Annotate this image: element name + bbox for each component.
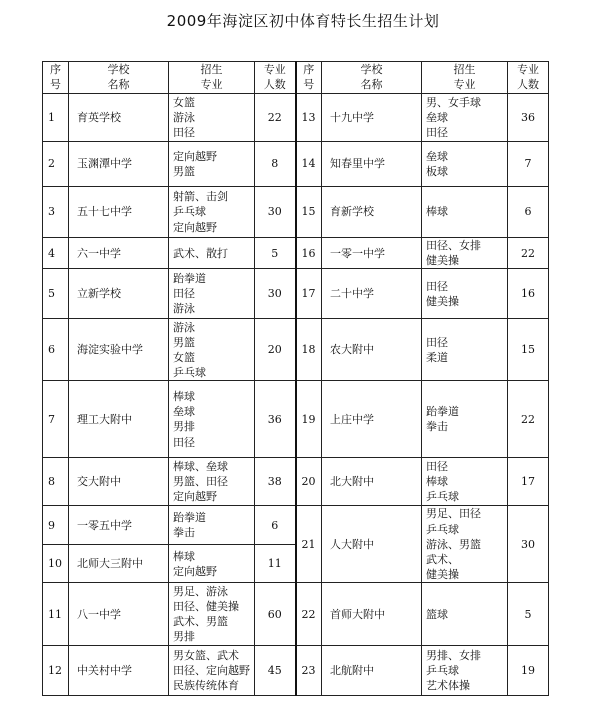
specialty-line: 健美操 xyxy=(426,254,459,268)
specialty-line: 垒球 xyxy=(426,110,448,124)
table-row xyxy=(43,583,549,646)
header-seq: 序 号 xyxy=(296,62,322,94)
specialty-line: 健美操 xyxy=(426,568,459,582)
page-title: 2009年海淀区初中体育特长生招生计划 xyxy=(166,12,440,30)
specialty-line: 女篮 xyxy=(173,350,195,364)
seq-cell: 21 xyxy=(296,506,322,583)
school-cell: 一零五中学 xyxy=(69,506,169,545)
specialty-cell xyxy=(422,646,508,696)
count-cell: 30 xyxy=(255,269,296,319)
school-cell: 五十七中学 xyxy=(69,187,169,238)
seq-cell: 14 xyxy=(296,142,322,187)
seq-cell: 7 xyxy=(43,381,69,458)
seq-cell: 6 xyxy=(43,319,69,381)
specialty-cell xyxy=(169,94,255,142)
count-cell: 19 xyxy=(508,646,549,696)
count-cell: 60 xyxy=(255,583,296,646)
school-cell: 六一中学 xyxy=(69,238,169,269)
specialty-cell xyxy=(422,506,508,583)
seq-cell: 8 xyxy=(43,458,69,506)
header-spec: 招生 专业 xyxy=(169,62,255,94)
specialty-line: 棒球 xyxy=(173,390,195,403)
seq-cell: 16 xyxy=(296,238,322,269)
specialty-line: 乒乓球 xyxy=(426,664,459,678)
table-row xyxy=(43,319,549,381)
specialty-cell xyxy=(422,269,508,319)
specialty-cell xyxy=(169,142,255,187)
school-cell: 十九中学 xyxy=(322,94,422,142)
school-cell: 海淀实验中学 xyxy=(69,319,169,381)
seq-cell: 19 xyxy=(296,381,322,458)
school-cell: 玉渊潭中学 xyxy=(69,142,169,187)
school-cell: 首师大附中 xyxy=(322,583,422,646)
seq-cell: 22 xyxy=(296,583,322,646)
table-header-row xyxy=(43,62,549,94)
specialty-cell xyxy=(422,458,508,506)
specialty-line: 拳击 xyxy=(173,526,195,540)
specialty-line: 棒球 xyxy=(426,205,448,219)
specialty-line: 田径 xyxy=(173,435,195,449)
specialty-line: 跆拳道 xyxy=(426,405,459,419)
specialty-line: 跆拳道 xyxy=(173,511,206,525)
count-cell: 11 xyxy=(255,545,296,583)
count-cell: 36 xyxy=(255,381,296,458)
school-cell: 理工大附中 xyxy=(69,381,169,458)
count-cell: 8 xyxy=(255,142,296,187)
table-row xyxy=(43,458,549,506)
specialty-line: 板球 xyxy=(426,165,448,178)
specialty-line: 拳击 xyxy=(426,420,448,434)
specialty-line: 田径 xyxy=(426,335,448,349)
specialty-line: 棒球 xyxy=(173,549,195,563)
specialty-line: 武术、男篮 xyxy=(173,615,228,629)
specialty-line: 垒球 xyxy=(426,149,448,163)
specialty-line: 男排 xyxy=(173,420,195,434)
school-cell: 北航附中 xyxy=(322,646,422,696)
header-seq: 序 号 xyxy=(43,62,69,94)
school-cell: 育新学校 xyxy=(322,187,422,238)
count-cell: 30 xyxy=(508,506,549,583)
enrollment-table xyxy=(42,61,549,696)
header-spec: 招生 专业 xyxy=(422,62,508,94)
school-cell: 八一中学 xyxy=(69,583,169,646)
specialty-line: 女篮 xyxy=(173,95,195,109)
specialty-line: 乒乓球 xyxy=(426,490,459,504)
count-cell: 22 xyxy=(508,238,549,269)
specialty-line: 游泳 xyxy=(173,320,195,334)
seq-cell: 13 xyxy=(296,94,322,142)
table-row xyxy=(43,381,549,458)
seq-cell: 18 xyxy=(296,319,322,381)
specialty-line: 棒球 xyxy=(426,475,448,489)
table-row xyxy=(43,142,549,187)
count-cell: 22 xyxy=(255,94,296,142)
specialty-cell xyxy=(169,269,255,319)
table-row xyxy=(43,94,549,142)
specialty-line: 游泳、男篮 xyxy=(426,537,481,551)
count-cell: 30 xyxy=(255,187,296,238)
specialty-line: 田径、健美操 xyxy=(173,600,239,614)
specialty-line: 柔道 xyxy=(426,350,448,364)
school-cell: 交大附中 xyxy=(69,458,169,506)
specialty-line: 定向越野 xyxy=(173,490,217,504)
specialty-line: 健美操 xyxy=(426,294,459,308)
count-cell: 6 xyxy=(255,506,296,545)
header-school: 学校 名称 xyxy=(69,62,169,94)
seq-cell: 9 xyxy=(43,506,69,545)
count-cell: 5 xyxy=(255,238,296,269)
specialty-cell xyxy=(422,142,508,187)
specialty-line: 乒乓球 xyxy=(173,205,206,219)
specialty-line: 定向越野 xyxy=(173,220,217,234)
school-cell: 人大附中 xyxy=(322,506,422,583)
specialty-line: 男篮 xyxy=(173,335,195,349)
specialty-cell xyxy=(169,319,255,381)
count-cell: 17 xyxy=(508,458,549,506)
specialty-line: 男女篮、武术 xyxy=(173,648,239,662)
school-cell: 北大附中 xyxy=(322,458,422,506)
specialty-line: 乒乓球 xyxy=(173,366,206,380)
specialty-cell xyxy=(169,381,255,458)
header-count: 专业 人数 xyxy=(255,62,296,94)
specialty-line: 垒球 xyxy=(173,405,195,419)
seq-cell: 3 xyxy=(43,187,69,238)
school-cell: 上庄中学 xyxy=(322,381,422,458)
seq-cell: 11 xyxy=(43,583,69,646)
count-cell: 15 xyxy=(508,319,549,381)
specialty-line: 乒乓球 xyxy=(426,522,459,536)
specialty-cell xyxy=(422,187,508,238)
school-cell: 知春里中学 xyxy=(322,142,422,187)
specialty-line: 定向越野 xyxy=(173,149,217,163)
specialty-line: 艺术体操 xyxy=(426,679,470,693)
table-row xyxy=(43,238,549,269)
seq-cell: 20 xyxy=(296,458,322,506)
seq-cell: 23 xyxy=(296,646,322,696)
specialty-cell xyxy=(422,94,508,142)
specialty-cell xyxy=(169,238,255,269)
school-cell: 二十中学 xyxy=(322,269,422,319)
specialty-line: 男篮 xyxy=(173,165,195,178)
school-cell: 中关村中学 xyxy=(69,646,169,696)
specialty-line: 田径 xyxy=(173,126,195,140)
count-cell: 16 xyxy=(508,269,549,319)
specialty-cell xyxy=(169,583,255,646)
count-cell: 45 xyxy=(255,646,296,696)
specialty-line: 男篮、田径 xyxy=(173,475,228,489)
table-row xyxy=(43,646,549,696)
count-cell: 6 xyxy=(508,187,549,238)
specialty-cell xyxy=(169,458,255,506)
specialty-line: 定向越野 xyxy=(173,564,217,578)
count-cell: 5 xyxy=(508,583,549,646)
school-cell: 农大附中 xyxy=(322,319,422,381)
table-row xyxy=(43,187,549,238)
specialty-cell xyxy=(169,545,255,583)
count-cell: 7 xyxy=(508,142,549,187)
header-school: 学校 名称 xyxy=(322,62,422,94)
specialty-line: 男排 xyxy=(173,630,195,644)
table-row xyxy=(43,269,549,319)
seq-cell: 12 xyxy=(43,646,69,696)
seq-cell: 1 xyxy=(43,94,69,142)
seq-cell: 2 xyxy=(43,142,69,187)
specialty-line: 民族传统体育 xyxy=(173,679,239,693)
specialty-line: 田径、定向越野 xyxy=(173,664,250,678)
specialty-cell xyxy=(422,238,508,269)
specialty-line: 游泳 xyxy=(173,110,195,124)
specialty-line: 武术、 xyxy=(426,552,459,566)
seq-cell: 17 xyxy=(296,269,322,319)
specialty-cell xyxy=(422,381,508,458)
count-cell: 38 xyxy=(255,458,296,506)
specialty-line: 射箭、击剑 xyxy=(173,190,228,204)
school-cell: 北师大三附中 xyxy=(69,545,169,583)
specialty-cell xyxy=(169,646,255,696)
seq-cell: 10 xyxy=(43,545,69,583)
count-cell: 36 xyxy=(508,94,549,142)
seq-cell: 4 xyxy=(43,238,69,269)
count-cell: 22 xyxy=(508,381,549,458)
header-count: 专业 人数 xyxy=(508,62,549,94)
seq-cell: 5 xyxy=(43,269,69,319)
seq-cell: 15 xyxy=(296,187,322,238)
specialty-cell xyxy=(169,187,255,238)
specialty-line: 田径、女排 xyxy=(426,239,481,252)
specialty-line: 男足、游泳 xyxy=(173,584,228,598)
specialty-line: 男、女手球 xyxy=(426,95,481,109)
specialty-line: 篮球 xyxy=(426,607,448,621)
specialty-line: 武术、散打 xyxy=(173,246,228,260)
specialty-line: 跆拳道 xyxy=(173,272,206,286)
specialty-line: 田径 xyxy=(426,460,448,474)
specialty-cell xyxy=(422,319,508,381)
specialty-line: 棒球、垒球 xyxy=(173,460,228,474)
specialty-line: 游泳 xyxy=(173,302,195,316)
school-cell: 立新学校 xyxy=(69,269,169,319)
table-row xyxy=(43,506,549,545)
specialty-line: 田径 xyxy=(426,279,448,293)
specialty-line: 男排、女排 xyxy=(426,648,481,662)
specialty-cell xyxy=(169,506,255,545)
school-cell: 一零一中学 xyxy=(322,238,422,269)
specialty-cell xyxy=(422,583,508,646)
specialty-line: 田径 xyxy=(173,287,195,301)
specialty-line: 田径 xyxy=(426,126,448,140)
school-cell: 育英学校 xyxy=(69,94,169,142)
count-cell: 20 xyxy=(255,319,296,381)
specialty-line: 男足、田径 xyxy=(426,507,481,521)
